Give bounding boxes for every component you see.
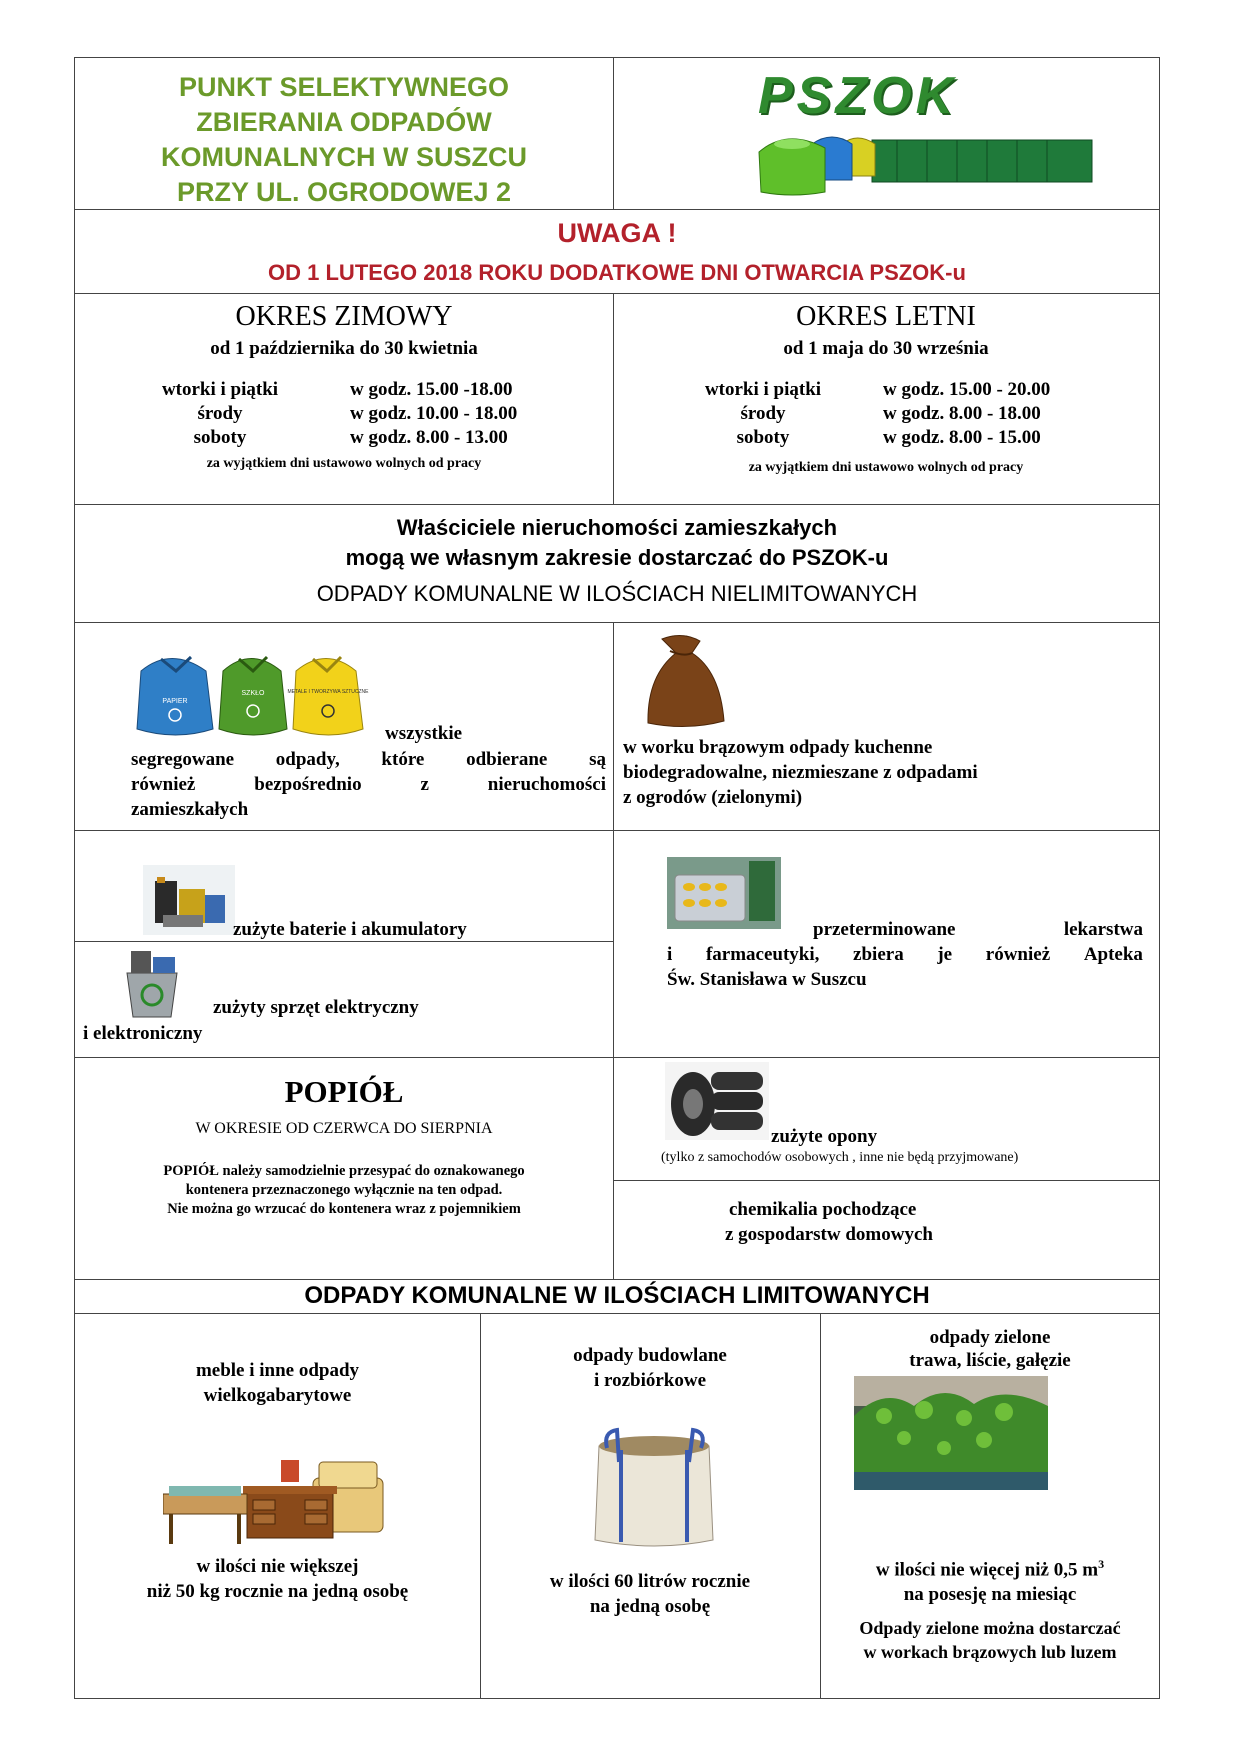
construction-title-line: i rozbiórkowe xyxy=(593,1370,707,1391)
segregated-word-token: odbierane xyxy=(466,749,548,770)
medicines-word: i xyxy=(667,944,673,965)
limited-heading: ODPADY KOMUNALNE W ILOŚCIACH LIMITOWANYCH xyxy=(304,1282,930,1309)
containers-icon xyxy=(757,122,1097,202)
green-note-line: w workach brązowych lub luzem xyxy=(863,1642,1117,1662)
medicines-word: zbiera xyxy=(853,944,904,965)
header-title-line: ZBIERANIA ODPADÓW xyxy=(196,107,492,137)
winter-day-label: soboty xyxy=(193,427,247,448)
furniture-limit-line: w ilości nie większej xyxy=(196,1556,359,1577)
bag-label-plastics: METALE I TWORZYWA SZTUCZNE xyxy=(287,689,369,695)
furniture-title-line: meble i inne odpady xyxy=(195,1360,360,1381)
summer-hours-label: w godz. 8.00 - 15.00 xyxy=(883,427,1041,448)
segregated-row xyxy=(75,623,1159,831)
segregated-word-token: bezpośrednio xyxy=(254,774,362,795)
recycling-bags-icon xyxy=(131,641,391,741)
winter-days xyxy=(75,378,365,450)
summer-day-label: wtorki i piątki xyxy=(704,379,822,400)
owners-line2: mogą we własnym zakresie dostarczać do PSZOK-u xyxy=(345,545,889,570)
electronics-bin-icon xyxy=(119,947,185,1019)
notice-subtitle: OD 1 LUTEGO 2018 ROKU DODATKOWE DNI OTWARCIA PSZOK-u xyxy=(268,260,966,285)
summer-hours-label: w godz. 15.00 - 20.00 xyxy=(883,379,1051,400)
green-limit-line: na posesję na miesiąc xyxy=(903,1584,1077,1606)
construction-limit-line: w ilości 60 litrów rocznie xyxy=(549,1571,751,1592)
green-title-line: odpady zielone xyxy=(929,1327,1051,1348)
brown-bag-line: biodegradowalne, niezmieszane z odpadami xyxy=(623,762,978,783)
owners-line1: Właściciele nieruchomości zamieszkałych xyxy=(396,515,838,540)
summer-title: OKRES LETNI xyxy=(796,301,976,332)
segregated-word-token: nieruchomości xyxy=(487,774,606,795)
segregated-line3: zamieszkałych xyxy=(131,799,249,820)
batteries-row xyxy=(75,831,1159,1058)
green-limit xyxy=(820,1552,1160,1607)
segregated-word-token: są xyxy=(589,749,606,770)
green-note-line: Odpady zielone można dostarczać xyxy=(859,1618,1121,1638)
segregated-word-token: odpady, xyxy=(275,749,340,770)
header-row xyxy=(75,58,1159,210)
medicines-word: je xyxy=(937,944,953,965)
segregated-word: wszystkie xyxy=(385,723,463,744)
tires-icon xyxy=(665,1062,769,1140)
tires-title: zużyte opony xyxy=(771,1126,878,1147)
chemicals-line1: chemikalia pochodzące xyxy=(729,1199,917,1220)
green-note xyxy=(820,1616,1160,1664)
green-title xyxy=(820,1326,1160,1372)
limited-heading-row xyxy=(75,1280,1159,1314)
brown-bag-line: z ogrodów (zielonymi) xyxy=(623,787,803,808)
ash-note-line: kontenera przeznaczonego wyłącznie na ten odpad. xyxy=(185,1182,503,1198)
summer-range: od 1 maja do 30 września xyxy=(783,338,989,359)
summer-days xyxy=(613,378,913,450)
winter-hours-values xyxy=(350,378,517,450)
header-title-line: PRZY UL. OGRODOWEJ 2 xyxy=(176,177,512,207)
summer-hours-label: w godz. 8.00 - 18.00 xyxy=(883,403,1041,424)
medicines-word: Apteka xyxy=(1083,944,1143,965)
green-limit-line xyxy=(820,1552,1160,1582)
green-limit-text: w ilości nie więcej niż 0,5 m xyxy=(875,1559,1099,1581)
medicines-line3: Św. Stanisława w Suszcu xyxy=(667,969,867,990)
notice-title: UWAGA ! xyxy=(557,218,677,248)
tires-note: (tylko z samochodów osobowych , inne nie będą przyjmowane) xyxy=(661,1150,1019,1165)
bag-label-paper: PAPIER xyxy=(162,698,188,705)
construction-limit-line: na jedną osobę xyxy=(589,1596,711,1617)
winter-hours-label: w godz. 15.00 -18.00 xyxy=(350,379,513,400)
green-title-line: trawa, liście, gałęzie xyxy=(909,1350,1071,1371)
medicines-word: przeterminowane xyxy=(813,919,956,940)
segregated-word-token: segregowane xyxy=(131,749,235,770)
header-title xyxy=(75,70,613,210)
summer-note: za wyjątkiem dni ustawowo wolnych od pracy xyxy=(748,460,1024,475)
construction-title xyxy=(480,1343,820,1393)
winter-note: za wyjątkiem dni ustawowo wolnych od pracy xyxy=(206,456,482,471)
medicines-text xyxy=(667,917,1143,992)
segregated-word-token: z xyxy=(420,774,429,795)
ash-note-line: POPIÓŁ należy samodzielnie przesypać do oznakowanego xyxy=(163,1163,525,1179)
owners-line3: ODPADY KOMUNALNE W ILOŚCIACH NIELIMITOWANYCH xyxy=(316,581,918,606)
header-title-line: KOMUNALNYCH W SUSZCU xyxy=(161,142,527,172)
segregated-text xyxy=(131,747,606,822)
hours-row xyxy=(75,294,1159,505)
chemicals-line2: z gospodarstw domowych xyxy=(725,1224,933,1245)
furniture-icon xyxy=(163,1452,388,1552)
big-bag-icon xyxy=(585,1422,725,1554)
furniture-limit xyxy=(75,1554,480,1604)
bag-label-glass: SZKŁO xyxy=(241,690,265,697)
winter-title: OKRES ZIMOWY xyxy=(235,301,453,332)
summer-day-label: środy xyxy=(740,403,786,424)
summer-hours-values xyxy=(883,378,1050,450)
brown-bag-text xyxy=(623,735,978,810)
battery-icon xyxy=(143,865,235,935)
ash-row xyxy=(75,1058,1159,1280)
pszok-logo-text: PSZOK xyxy=(758,67,958,125)
furniture-title-line: wielkogabarytowe xyxy=(203,1385,352,1406)
batteries-text: zużyte baterie i akumulatory xyxy=(233,919,467,940)
winter-hours-label: w godz. 8.00 - 13.00 xyxy=(350,427,508,448)
leaflet xyxy=(74,57,1160,1699)
ash-note xyxy=(75,1162,613,1219)
segregated-word-token: które xyxy=(381,749,425,770)
construction-title-line: odpady budowlane xyxy=(573,1345,727,1366)
electronics-line2: i elektroniczny xyxy=(83,1023,203,1044)
ash-title: POPIÓŁ xyxy=(284,1074,404,1109)
brown-bag-line: w worku brązowym odpady kuchenne xyxy=(623,737,933,758)
notice-row xyxy=(75,210,1159,294)
medicines-word: również xyxy=(985,944,1051,965)
furniture-title xyxy=(75,1358,480,1408)
medicines-word: lekarstwa xyxy=(1063,919,1143,940)
green-waste-icon xyxy=(854,1376,1048,1490)
furniture-limit-line: niż 50 kg rocznie na jedną osobę xyxy=(146,1581,409,1602)
medicines-word: farmaceutyki, xyxy=(705,944,820,965)
header-title-line: PUNKT SELEKTYWNEGO xyxy=(178,72,509,102)
limited-row xyxy=(75,1314,1159,1698)
ash-note-line: Nie można go wrzucać do kontenera wraz z pojemnikiem xyxy=(167,1201,521,1217)
segregated-word-token: również xyxy=(131,774,196,795)
electronics-line1: zużyty sprzęt elektryczny xyxy=(213,997,419,1018)
winter-hours-label: w godz. 10.00 - 18.00 xyxy=(350,403,518,424)
winter-range: od 1 października do 30 kwietnia xyxy=(210,338,478,359)
owners-row xyxy=(75,505,1159,623)
construction-limit xyxy=(480,1569,820,1619)
brown-bag-icon xyxy=(642,631,732,731)
ash-period: W OKRESIE OD CZERWCA DO SIERPNIA xyxy=(195,1120,493,1137)
summer-day-label: soboty xyxy=(736,427,790,448)
winter-day-label: wtorki i piątki xyxy=(161,379,279,400)
winter-day-label: środy xyxy=(197,403,243,424)
green-limit-sup: 3 xyxy=(1098,1557,1105,1571)
